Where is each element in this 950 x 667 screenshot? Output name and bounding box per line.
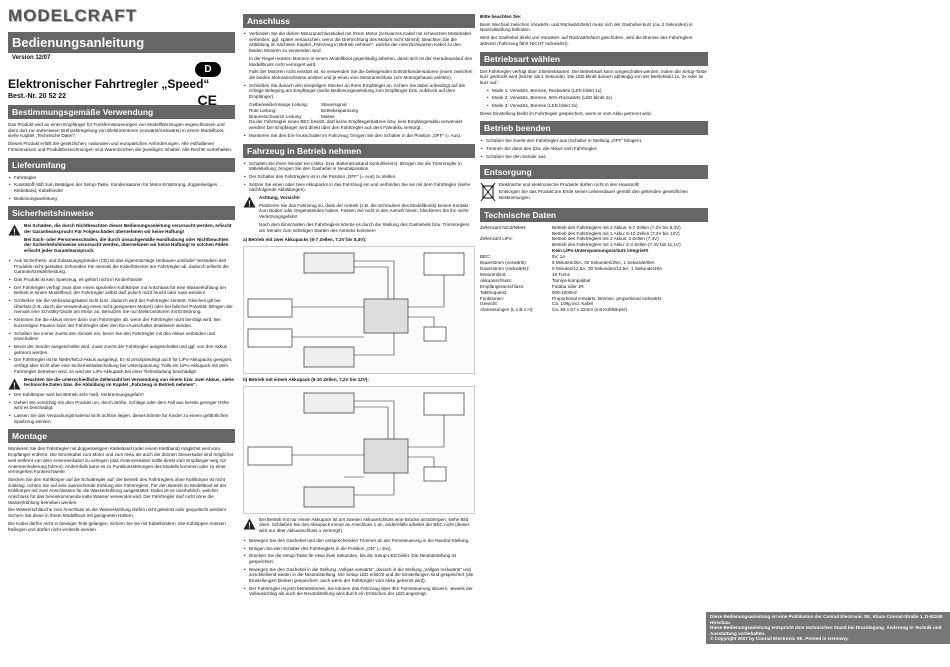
tech-table — [480, 225, 708, 314]
list-item: • Klemmen Sie die Akkus immer dann vom Fahrtregler ab, wenn der Fahrtregler nicht benötigt wird. Bei kurzzeitigen Pausen kann der Fahrtregler über den Ein-/Ausschalter deaktiviert werden. — [14, 317, 235, 328]
warning-text: Bei Betrieb mit nur einem Akkupack ist am zweiten Akkuanschluss eine Brücke anzubringen, siehe Bild oben. Schließen Sie den Akkupack immer an Anschluss 1 an, andernfalls arbeitet der BEC nicht (dieser wird nur über Akkuanschluss 1 versorgt!). — [259, 516, 470, 534]
table-row: Motorenlimit: 19 Turns — [480, 271, 570, 277]
svg-text:!: ! — [13, 227, 16, 237]
mode-list — [486, 88, 708, 109]
delivery-list — [8, 175, 235, 202]
list-item: • Der Fahrtregler verfügt zwar über einen speziellen Kühlkörper mit Anschluss für eine Wasserkühlung bei Betrieb in einem Modellboot, der Fahrtregler selbst darf jedoch nicht feucht oder nass werden! — [14, 285, 235, 296]
list-item: • Bedienungsanleitung — [14, 196, 235, 202]
connection-list-3 — [243, 133, 475, 139]
manual-header: Bedienungsanleitung — [8, 32, 235, 53]
paragraph: Das Produkt wird an einen Empfänger für Funkfernsteuerungen von Modellfahrzeugen angeschlossen und dient dort zur stufenlosen Drehzahlregelung von Elektromotoren (vorwärts/rückwärts) in einem Modellboot, siehe Kapitel „Technische Daten“. — [8, 122, 225, 139]
version-label: Version 12/07 — [12, 55, 51, 61]
list-item: • Schalten Sie den Sender aus. — [486, 154, 708, 160]
language-badge: D — [195, 62, 221, 77]
list-item: • Bevor der Sender ausgeschaltet wird, muss zuerst der Fahrtregler ausgeschaltet und ggf. von den Akkus getrennt werden. — [14, 344, 235, 355]
list-item: • Schalten Sie immer zuerst den Sender ein, bevor Sie den Fahrtregler mit den Akkus verbinden und einschalten! — [14, 331, 235, 342]
wiring-diagram-b-graphic — [244, 387, 474, 513]
table-row: Zellenzahl NiCd/NiMH: Betrieb des Fahrtreglers mit 2 Akkus: 6-7 Zellen (7,2V bis 8,4V) — [480, 224, 681, 230]
warning-block — [8, 377, 235, 390]
paragraph: Elektrische und elektronische Produkte dürfen nicht in den Hausmüll! — [499, 181, 640, 187]
table-row: Abmessungen (L x B x H): Ca. 56 x 57 x 32mm (mit Kühlkörper) — [480, 307, 628, 313]
paragraph: Entsorgen Sie das Produkt am Ende seiner Lebensdauer gemäß den geltenden gesetzlichen Bestimmungen. — [499, 189, 688, 200]
section-scope-of-delivery: Lieferumfang — [8, 158, 235, 172]
table-row: Gewicht: Ca. 109g incl. Kabel — [480, 301, 594, 307]
paragraph: In der Regel müssen Motoren in einem Modellboot gegenläufig arbeiten, damit sich ist der Geradeauslauf des Modellboots nicht verringert wird. — [249, 55, 472, 67]
end-operation-list — [480, 138, 708, 159]
note-title: Bitte beachten Sie: — [480, 14, 522, 19]
pin-row: Braune/schwarze Leitung: Masse — [249, 113, 335, 119]
paragraph: Der Fahrtregler verfügt über 3 Betriebsarten. Die Betriebsart kann umgeschaltet werden, indem die Setup-Taste kurz gedrückt wird (kürzer als 1 Sekunde). Die LED blinkt danach abhängig von der Betriebsart 1x, 2x oder 3x kurz auf: — [480, 68, 707, 85]
list-item: • Der Kühlkörper wird bei Betrieb sehr heiß, Verbrennungsgefahr! — [14, 392, 235, 398]
table-row: Dauerstrom (vorwärts): 5 Minuten/25A, 30 Sekunden/25A, 1 Sekunde/80A — [480, 260, 655, 266]
table-row: Betrieb des Fahrtreglers mit 1 Akku: 2-3 Zellen (7,4V bis 11,1V) — [552, 242, 681, 248]
paragraph: Diese Einstellung bleibt im Fahrtregler gespeichert, wenn er vom Akku getrennt wird. — [480, 110, 652, 116]
paragraph: Montieren Sie den Fahrtregler mit doppelseitigem Klebeband (oder einem Klettband) möglichst weit vom Empfänger entfernt. Die Stromkabel zum Motor und zum Akku als auch die dünnen Steuerkabel sind möglichst weit entfernt von dem Antennenkabel zu verlegen (das Antennenkabel sollte direkt vom Empfänger weg zur Antennenhalterung führen). Andernfalls kann es zu Funktionsstörungen des Modells kommen oder zu einer verringerten Funkreichweite. — [8, 446, 233, 475]
safety-list-2 — [8, 392, 235, 425]
table-row: Betrieb des Fahrtreglers mit 1 Akku: 6-10 Zellen (7,2V bis 12V) — [552, 230, 680, 236]
list-item: • Setzen Sie einen oder zwei Akkupacks in das Fahrzeug ein und verbinden Sie sie mit dem Fahrtregler (siehe nachfolgende Abbildungen). — [249, 182, 475, 193]
warning-block — [243, 517, 475, 536]
warning-block — [8, 223, 235, 256]
warning-triangle-icon — [8, 377, 21, 389]
list-item: • Lassen Sie das Verpackungsmaterial nicht achtlos liegen, dieses könnte für Kinder zu einem gefährlichen Spielzeug werden. — [14, 413, 235, 424]
list-item: • Schalten Sie Ihren Sender ein (Akku- bzw. Batteriezustand kontrollieren!). Bringen Sie die Trimmregler in Mittelstellung; bringen Sie den Gashebel in Neutralposition. — [249, 161, 475, 172]
wiring-diagram-two-packs — [243, 246, 475, 374]
table-row: Funktionen: Proportional vorwärts, Bremse, proportional rückwärts — [480, 295, 662, 301]
section-mounting: Montage — [8, 429, 235, 443]
list-item: • Gehen Sie vorsichtig mit dem Produkt um, durch Stöße, Schläge oder dem Fall aus bereits geringer Höhe wird es beschädigt. — [14, 400, 235, 411]
table-row: Akkuanschluss: Tamiya-kompatibel — [480, 277, 591, 283]
list-item: • Trennen Sie dann den bzw. die Akkus vom Fahrtregler. — [486, 146, 708, 152]
paragraph: Da der Fahrtregler einen BEC besitzt, darf keine Empfängerbatterie bzw. kein Empfängerakku verwendet werden! Der Empfänger wird direkt über den Fahrtregler aus dem Fahrakku versorgt. — [249, 119, 463, 131]
startup-list-2 — [243, 538, 475, 597]
paragraph: Wird der Gashebel direkt von Vorwärts- auf Rückwärtsfahrt geschoben, wird die Bremse des Fahrreglers aktiviert (Fahrzeug fährt NICHT rückwärts!). — [480, 35, 693, 46]
section-disposal: Entsorgung — [480, 165, 708, 179]
article-number: Best.-Nr. 20 52 22 — [8, 93, 66, 100]
publisher-footer — [706, 612, 950, 644]
table-row: Dauerstrom (rückwärts): 5 Minuten/12,5A, 30 Sekunden/12,5A, 1 Sekunde/40A — [480, 266, 663, 271]
list-item: • Fahrtregler — [14, 175, 235, 181]
wiring-diagram-a-graphic — [244, 247, 474, 373]
warning-block — [243, 195, 475, 235]
product-title: Elektronischer Fahrtregler „Speed“ — [8, 77, 210, 91]
warning-title: Achtung, Vorsicht! — [259, 195, 300, 201]
list-item: • Der Schalter des Fahrtreglers ist in die Position „OFF“ (= Aus) zu stellen. — [249, 174, 475, 180]
paragraph: Beim Wechsel zwischen Vorwärts- und Rückwärtsfahrt muss sich der Gashebel kurz (ca. 2 Sekunden) in Neutralstellung befinden. — [480, 21, 693, 33]
pin-table — [249, 102, 475, 120]
list-item: • Der Fahrtregler ist für NiMH/NiCd-Akkus ausgelegt. Er ist prinzipbedingt auch für LiPo-Akkupacks geeignet, verfügt aber nicht über eine Sicherheitsabschaltung bei Unterspannung. Falls ein LiPo-Akkupack mit dem Fahrtregler betrieben wird, so wird der LiPo-Akkupack bei einer Tiefentladung beschädigt! — [14, 357, 235, 374]
paragraph: Die Kabel dürfen nicht in bewegte Teile gelangen; sichern Sie sie mit Kabelbindern. Die Kühlrippen müssen freiliegen und dürfen nicht verdeckt werden. — [8, 520, 226, 532]
wiring-diagram-one-pack — [243, 386, 475, 514]
table-row: BEC: 5V, 1A — [480, 254, 566, 260]
paragraph: Die Wasserschläuche zum Anschluss an die Wasserkühlung dürfen nicht geknickt oder gequetscht werden! Sichern Sie diese in Ihrem Modellboot mit geeigneten Haltern. — [8, 507, 226, 519]
section-safety: Sicherheitshinweise — [8, 206, 235, 220]
list-item: • Kunststoff-Stift zum Betätigen der Setup-Taste, Kondensatoren für Motor-Entstörung, doppelseitiges Klebeband, Kabelbinder — [14, 182, 235, 193]
warning-text: Bei Sach- oder Personenschäden, die durch unsachgemäße Handhabung oder Nichtbeachten der Sicherheitshinweise verursacht werden, übernehmen wir keine Haftung! In solchen Fällen erlischt jeder Garantieanspruch. — [24, 236, 229, 254]
list-item: • Schließen Sie die Verbindungskabel nicht kurz, dadurch wird der Fahrtregler zerstört. Gleiches gilt bei Überlast (z.B. durch die Verwendung eines nicht geeigneten Motors) oder bei falscher Polarität. Bringen Sie niemals eine Schottky-Diode am Motor an. Benutzen Sie nur Elektromotoren mit Entstörung. — [14, 298, 235, 315]
mode-item: • Mode 1: Vorwärts, Bremse, Rückwärts (LED blinkt 1x) — [492, 88, 708, 94]
list-item: • Schließen Sie danach den dreipoligen Stecker an Ihren Empfänger an. Achten Sie dabei unbedingt auf die richtige Belegung am Empfänger (siehe Bedienungsanleitung zum Empfänger bzw. Aufdruck auf dem Empfänger). — [249, 83, 475, 100]
ce-mark: CE — [197, 92, 217, 108]
svg-text:!: ! — [13, 381, 16, 390]
section-startup: Fahrzeug in Betrieb nehmen — [243, 144, 475, 158]
section-connection: Anschluss — [243, 14, 475, 28]
paragraph: Stecken Sie den Kühlkörper auf die Schaltregler auf; der Betrieb des Fahrtreglers ohne Kühlkörper ist nicht zulässig. Achten Sie auf eine ausreichende Kühlung des Fahrtreglers. Für den Betrieb im Modellboot ist der Kühlkörper mit zwei Anschlüssen für die Wasserkühlung ausgestattet. Dabei ist es unerheblich, welcher Anschluss für das hereinkommende kalte Wasser verwendet wird. Der Fahrtregler darf nicht ohne die Wasserkühlung betrieben werden. — [8, 476, 227, 505]
mode-item: • Mode 2: Vorwärts, Bremse, 50% Rückwärts (LED blinkt 2x) — [492, 95, 708, 101]
table-row: Empfängeranschluss: Futaba oder JR — [480, 283, 584, 289]
warning-text: Beachten Sie die unterschiedliche Zellenzahl bei Verwendung von einem bzw. zwei Akkus, siehe technische Daten bzw. die Abbildung im Kapitel „Fahrzeug in Betrieb nehmen“. — [24, 376, 234, 388]
footer-line: © Copyright 2007 by Conrad Electronic SE. Printed in Germany. — [710, 636, 849, 642]
warning-triangle-icon — [243, 517, 256, 529]
table-row: Kein LiPo-Unterspannungsschutz integriert! — [552, 248, 649, 254]
safety-list — [8, 258, 235, 375]
section-intended-use: Bestimmungsgemäße Verwendung — [8, 105, 235, 119]
warning-triangle-icon — [8, 223, 21, 235]
list-item: • Bringen Sie den Schalter des Fahrtreglers in die Position „ON“ (= Ein). — [249, 546, 475, 552]
svg-text:!: ! — [248, 521, 251, 530]
table-row: Zellenzahl LiPo: Betrieb des Fahrtreglers mit 2 Akkus: 2 Zellen (7,4V) — [480, 236, 659, 242]
crossed-bin-icon — [480, 182, 496, 202]
column-1 — [8, 0, 235, 534]
paragraph: Dieses Produkt erfüllt die gesetzlichen, nationalen und europäischen Anforderungen. Alle enthaltenen Firmennamen und Produktbezeichnungen sind Warenzeichen der jeweiligen Inhaber. Alle Rechte vorbehalten. — [8, 141, 233, 152]
mode-item: • Mode 3: Vorwärts, Bremse (LED blinkt 3x) — [492, 103, 708, 109]
pin-row: Gelbe/weiße/orange Leitung: Steuersignal — [249, 101, 347, 107]
footer-line: Diese Bedienungsanleitung entspricht dem technischen Stand bei Drucklegung. Änderung in Technik und Ausstattung vorbehalten. — [710, 625, 942, 636]
diagram-b-caption: b) Betrieb mit einem Akkupack (6-10 Zellen, 7,2V bis 12V): — [243, 377, 369, 382]
section-end-operation: Betrieb beenden — [480, 121, 708, 135]
column-3 — [480, 0, 708, 313]
pin-row: Rote Leitung: Betriebsspannung — [249, 107, 359, 113]
section-operating-mode: Betriebsart wählen — [480, 52, 708, 66]
startup-list — [243, 161, 475, 194]
paragraph: Falls der Motoren nicht entstört ist, so verwenden Sie die beiliegenden Entstörkondensatoren (einen zwischen die beiden Motoranschlüsse anlöten und je einen vom Motoranschluss zum Motorgehäuse anlöten). — [249, 69, 473, 80]
list-item: • Das Produkt ist kein Spielzeug, es gehört nicht in Kinderhände! — [14, 277, 235, 283]
connection-list-2 — [243, 83, 475, 100]
list-item: • Bewegen Sie den Gashebel in die Stellung „Vollgas vorwärts“, danach in die Stellung „Vollgas rückwärts“ und anschließend wieder in die Neutralstellung. Die Setup-LED erlischt und die Einstellungen sind gespeichert (die Einstellungen bleiben gespeichert, auch wenn der Fahrtregler vom Akku getrennt wird). — [249, 567, 475, 584]
warning-text: Platzieren Sie das Fahrzeug so, dass der Antrieb (z.B. die Schrauben des Modellboots) keinen Kontakt zum Boden oder Gegenständen haben. Fassen Sie nicht in den Antrieb hinein, blockieren Sie ihn nicht! Verletzungsgefahr! — [259, 202, 469, 220]
section-technical-data: Technische Daten — [480, 208, 708, 222]
list-item: • Verbinden Sie die dicken Motoranschlusskabel mit Ihrem Motor (schwarzes Kabel mit schwarzem Motorkabel verbinden; ggf. später vertauschen, wenn die Drehrichtung des Motors nicht stimmt). Beachten Sie die Abbildung im nächsten Kapitel „Fahrzeug in Betrieb nehmen“, welche der roten/schwarzen Kabel zu den beiden Motoren zu verwenden sind. — [249, 31, 475, 54]
table-row: Taktfrequenz: 500-1000Hz — [480, 289, 578, 295]
brand-logo: MODELCRAFT — [8, 6, 137, 25]
column-2 — [243, 0, 475, 599]
list-item: • Schalten Sie zuerst den Fahrtregler aus (Schalter in Stellung „OFF“ bringen). — [486, 138, 708, 144]
list-item: • Der Fahrtregler ist jetzt betriebsbereit. Sie können das Fahrzeug über Ihre Fernsteuerung steuern. Jeweils der Vollausschlag als auch die Neutralstellung wird durch ein Erlöschen der LED angezeigt. — [249, 586, 475, 597]
list-item: • Bewegen Sie den Gashebel und den entsprechenden Trimmer an der Fernsteuerung in die Neutral-Stellung. — [249, 538, 475, 544]
list-item: • Aus Sicherheits- und Zulassungsgründen (CE) ist das eigenmächtige Umbauen und/oder Verändern des Produkts nicht gestattet. Schneiden Sie niemals die Kabel/Stecker am Fahrtregler ab, dadurch erlischt die Garantie/Gewährleistung. — [14, 258, 235, 275]
disposal-block — [480, 182, 708, 203]
list-item: • Montieren Sie den Ein-/Ausschalter im Fahrzeug; bringen Sie den Schalter in die Position „OFF“ (= Aus). — [249, 133, 475, 139]
warning-text: Bei Schäden, die durch Nichtbeachten dieser Bedienungsanleitung verursacht werden, erlischt der Garantieanspruch! Für Folgeschäden übernehmen wir keine Haftung! — [24, 223, 232, 235]
footer-line: Diese Bedienungsanleitung ist eine Publikation der Conrad Electronic SE, Klaus-Conrad-Straße 1, D-92240 Hirschau. — [710, 614, 943, 625]
list-item: • Drücken Sie die Setup-Taste für etwa zwei Sekunden, bis die Setup-LED blinkt. Die Neutralstellung ist gespeichert. — [249, 553, 475, 564]
warning-text: Nach dem Einschalten des Fahrtreglers könnte es durch die Stellung des Gashebels bzw. Trimmreglers am Sender zum sofortigen Starten des Antriebs kommen! — [259, 221, 470, 233]
diagram-a-caption: a) Betrieb mit zwei Akkupacks (6-7 Zellen, 7,2V bis 8,4V): — [243, 237, 367, 243]
connection-list — [243, 31, 475, 54]
svg-text:!: ! — [248, 199, 251, 209]
warning-triangle-icon — [243, 195, 256, 207]
